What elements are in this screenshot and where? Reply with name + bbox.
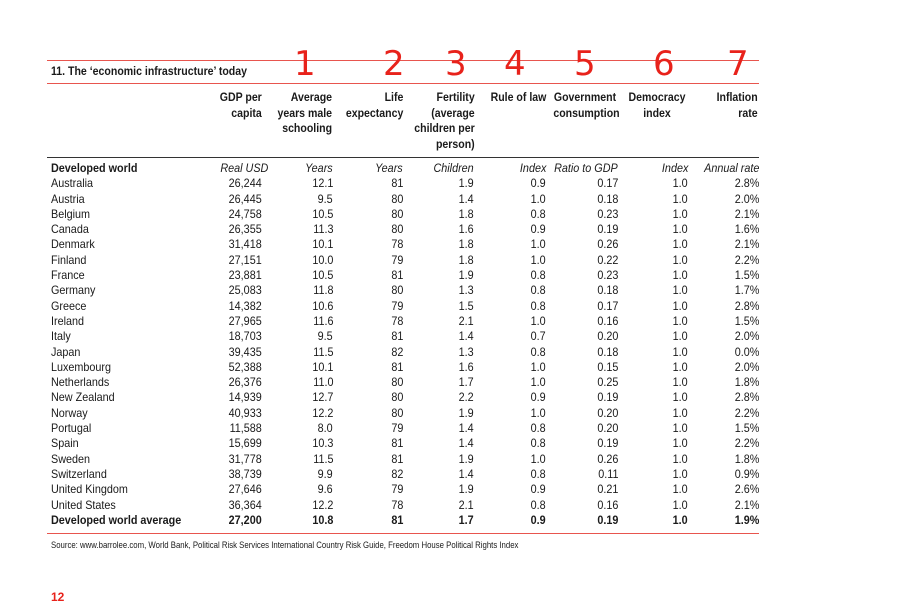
- cell-democracy: 1.0: [672, 451, 688, 466]
- cell-democracy: 1.0: [672, 329, 688, 344]
- cell-fertility: 1.3: [458, 283, 474, 298]
- cell-rule-of-law: 1.0: [530, 359, 546, 374]
- cell-gdp: 31,778: [228, 451, 262, 466]
- cell-rule-of-law: 0.8: [530, 206, 546, 221]
- cell-government-consumption: 0.17: [596, 298, 618, 313]
- header-male-schooling: Average years male schooling: [277, 90, 332, 135]
- country-name: Sweden: [51, 451, 91, 466]
- cell-inflation: 2.8%: [734, 176, 759, 191]
- cell-inflation: 2.2%: [734, 252, 759, 267]
- cell-government-consumption: 0.23: [596, 206, 618, 221]
- header-gdp-per-capita: GDP per capita: [219, 90, 262, 120]
- table-row: [47, 406, 759, 421]
- cell-rule-of-law: 0.7: [530, 329, 546, 344]
- cell-inflation: 2.1%: [734, 497, 759, 512]
- cell-rule-of-law: 0.8: [530, 466, 546, 481]
- cell-life-expectancy: 78: [390, 497, 403, 512]
- column-marker-5: 5: [574, 44, 596, 84]
- cell-life-expectancy: 80: [390, 191, 403, 206]
- cell-gdp: 27,646: [228, 482, 262, 497]
- unit-gdp: Real USD: [220, 161, 269, 175]
- table-row: [47, 421, 759, 436]
- country-name: Developed world average: [51, 512, 182, 527]
- cell-inflation: 1.6%: [734, 222, 759, 237]
- table-title: 11. The ‘economic infrastructure’ today: [51, 64, 248, 78]
- cell-democracy: 1.0: [672, 222, 688, 237]
- cell-government-consumption: 0.17: [596, 176, 618, 191]
- cell-government-consumption: 0.20: [596, 329, 618, 344]
- cell-life-expectancy: 81: [390, 329, 403, 344]
- cell-inflation: 2.0%: [734, 359, 759, 374]
- cell-fertility: 1.8: [458, 252, 474, 267]
- cell-schooling: 12.1: [311, 176, 333, 191]
- cell-gdp: 27,151: [228, 252, 262, 267]
- header-democracy-index: Democracy index: [628, 90, 686, 120]
- cell-schooling: 10.6: [311, 298, 333, 313]
- cell-life-expectancy: 79: [390, 298, 403, 313]
- country-name: New Zealand: [51, 390, 115, 405]
- cell-fertility: 1.4: [458, 436, 474, 451]
- cell-schooling: 11.6: [312, 313, 333, 328]
- cell-gdp: 14,382: [228, 298, 262, 313]
- cell-democracy: 1.0: [672, 191, 688, 206]
- country-name: Denmark: [51, 237, 95, 252]
- table-row: [47, 237, 759, 252]
- cell-fertility: 1.8: [458, 206, 474, 221]
- cell-government-consumption: 0.20: [596, 421, 618, 436]
- cell-democracy: 1.0: [672, 466, 688, 481]
- cell-rule-of-law: 0.8: [530, 283, 546, 298]
- cell-rule-of-law: 0.9: [530, 390, 546, 405]
- cell-schooling: 12.7: [311, 390, 333, 405]
- table-row: [47, 452, 759, 467]
- cell-gdp: 27,200: [228, 512, 262, 527]
- cell-government-consumption: 0.23: [596, 268, 618, 283]
- table-row: [47, 375, 759, 390]
- cell-democracy: 1.0: [672, 497, 688, 512]
- unit-rule-of-law: Index: [519, 161, 546, 175]
- table-row: [47, 390, 759, 405]
- cell-life-expectancy: 81: [390, 176, 403, 191]
- cell-life-expectancy: 81: [390, 268, 403, 283]
- cell-democracy: 1.0: [672, 298, 688, 313]
- cell-life-expectancy: 80: [390, 390, 403, 405]
- country-name: Germany: [51, 283, 96, 298]
- cell-rule-of-law: 0.9: [530, 512, 546, 527]
- cell-rule-of-law: 0.8: [530, 268, 546, 283]
- cell-schooling: 11.5: [312, 344, 333, 359]
- cell-democracy: 1.0: [672, 344, 688, 359]
- country-name: Norway: [51, 405, 88, 420]
- cell-gdp: 26,445: [228, 191, 262, 206]
- cell-democracy: 1.0: [672, 313, 688, 328]
- cell-life-expectancy: 80: [390, 283, 403, 298]
- table-row: [47, 360, 759, 375]
- cell-fertility: 2.1: [458, 497, 474, 512]
- country-name: Switzerland: [51, 466, 107, 481]
- column-marker-1: 1: [294, 44, 316, 84]
- cell-life-expectancy: 81: [390, 436, 403, 451]
- column-marker-3: 3: [445, 44, 467, 84]
- cell-democracy: 1.0: [672, 482, 688, 497]
- cell-rule-of-law: 0.8: [530, 421, 546, 436]
- table-row: [47, 253, 759, 268]
- cell-schooling: 10.1: [311, 237, 333, 252]
- cell-life-expectancy: 78: [390, 313, 403, 328]
- table-row: [47, 314, 759, 329]
- cell-fertility: 1.8: [458, 237, 474, 252]
- table-row: [47, 436, 759, 451]
- table-row: [47, 498, 759, 513]
- cell-life-expectancy: 81: [390, 512, 403, 527]
- unit-democracy: Index: [661, 161, 688, 175]
- cell-government-consumption: 0.16: [596, 313, 618, 328]
- cell-democracy: 1.0: [672, 390, 688, 405]
- data-table: [47, 161, 759, 528]
- cell-inflation: 2.2%: [734, 405, 759, 420]
- cell-democracy: 1.0: [672, 375, 688, 390]
- country-name: Finland: [51, 252, 87, 267]
- table-body: [47, 161, 759, 528]
- header-life-expectancy: Life expectancy: [345, 90, 403, 120]
- cell-fertility: 1.4: [458, 421, 474, 436]
- cell-gdp: 36,364: [228, 497, 262, 512]
- cell-inflation: 1.5%: [734, 421, 759, 436]
- cell-inflation: 2.1%: [734, 237, 759, 252]
- unit-life-expectancy: Years: [375, 161, 403, 175]
- cell-rule-of-law: 0.8: [530, 436, 546, 451]
- cell-gdp: 25,083: [228, 283, 262, 298]
- cell-government-consumption: 0.19: [596, 390, 618, 405]
- unit-government-consumption: Ratio to GDP: [554, 161, 618, 175]
- cell-democracy: 1.0: [672, 359, 688, 374]
- cell-democracy: 1.0: [672, 512, 688, 527]
- cell-schooling: 10.8: [311, 512, 333, 527]
- cell-government-consumption: 0.26: [596, 237, 618, 252]
- column-marker-4: 4: [504, 44, 526, 84]
- country-name: Greece: [51, 298, 87, 313]
- cell-government-consumption: 0.26: [596, 451, 618, 466]
- cell-democracy: 1.0: [672, 436, 688, 451]
- cell-schooling: 11.8: [312, 283, 333, 298]
- cell-schooling: 11.3: [312, 222, 333, 237]
- country-name: Australia: [51, 176, 94, 191]
- cell-inflation: 1.5%: [734, 268, 759, 283]
- cell-fertility: 1.3: [458, 344, 474, 359]
- table-row: [47, 345, 759, 360]
- country-name: Ireland: [51, 313, 85, 328]
- cell-inflation: 1.8%: [734, 451, 759, 466]
- header-inflation-rate: Inflation rate: [716, 90, 758, 120]
- table-row: [47, 299, 759, 314]
- country-name: Canada: [51, 222, 89, 237]
- cell-democracy: 1.0: [672, 237, 688, 252]
- cell-inflation: 1.9%: [734, 512, 759, 527]
- cell-fertility: 1.5: [458, 298, 474, 313]
- cell-life-expectancy: 82: [390, 466, 403, 481]
- cell-inflation: 0.0%: [734, 344, 759, 359]
- column-marker-2: 2: [383, 44, 405, 84]
- cell-government-consumption: 0.19: [596, 512, 618, 527]
- cell-democracy: 1.0: [672, 421, 688, 436]
- cell-inflation: 2.2%: [734, 436, 759, 451]
- cell-inflation: 2.8%: [734, 390, 759, 405]
- cell-inflation: 2.0%: [734, 191, 759, 206]
- cell-government-consumption: 0.15: [596, 359, 618, 374]
- cell-rule-of-law: 1.0: [530, 252, 546, 267]
- table-row: [47, 283, 759, 298]
- cell-inflation: 1.8%: [734, 375, 759, 390]
- cell-gdp: 39,435: [228, 344, 262, 359]
- unit-schooling: Years: [305, 161, 333, 175]
- cell-democracy: 1.0: [672, 176, 688, 191]
- cell-gdp: 11,588: [229, 421, 262, 436]
- cell-government-consumption: 0.11: [597, 466, 618, 481]
- cell-gdp: 14,939: [228, 390, 262, 405]
- cell-government-consumption: 0.25: [596, 375, 618, 390]
- cell-rule-of-law: 0.8: [530, 344, 546, 359]
- cell-fertility: 1.9: [458, 176, 474, 191]
- cell-government-consumption: 0.21: [596, 482, 618, 497]
- page-number: 12: [51, 590, 65, 604]
- cell-inflation: 0.9%: [734, 466, 759, 481]
- cell-schooling: 10.3: [311, 436, 333, 451]
- cell-gdp: 26,244: [228, 176, 262, 191]
- cell-democracy: 1.0: [672, 206, 688, 221]
- cell-rule-of-law: 0.9: [530, 176, 546, 191]
- cell-gdp: 24,758: [228, 206, 262, 221]
- cell-life-expectancy: 80: [390, 222, 403, 237]
- cell-government-consumption: 0.22: [596, 252, 618, 267]
- table-row: [47, 467, 759, 482]
- cell-life-expectancy: 78: [390, 237, 403, 252]
- cell-government-consumption: 0.16: [596, 497, 618, 512]
- country-name: Belgium: [51, 206, 91, 221]
- table-row: [47, 482, 759, 497]
- cell-rule-of-law: 1.0: [530, 191, 546, 206]
- cell-democracy: 1.0: [672, 283, 688, 298]
- cell-gdp: 26,376: [228, 375, 262, 390]
- cell-life-expectancy: 82: [390, 344, 403, 359]
- cell-fertility: 2.2: [458, 390, 474, 405]
- cell-rule-of-law: 1.0: [530, 405, 546, 420]
- cell-fertility: 2.1: [458, 313, 474, 328]
- country-name: Portugal: [51, 421, 92, 436]
- source-note: Source: www.barrolee.com, World Bank, Political Risk Services International Country Risk Guide, Freedom House Political Rights Index: [51, 540, 519, 551]
- header-rule-of-law: Rule of law: [490, 90, 546, 104]
- cell-schooling: 10.5: [311, 206, 333, 221]
- table-row: [47, 222, 759, 237]
- cell-rule-of-law: 0.9: [530, 222, 546, 237]
- cell-inflation: 2.0%: [734, 329, 759, 344]
- cell-gdp: 26,355: [228, 222, 262, 237]
- cell-rule-of-law: 1.0: [530, 375, 546, 390]
- cell-fertility: 1.4: [458, 329, 474, 344]
- header-fertility: Fertility (average children per person): [414, 90, 475, 151]
- cell-gdp: 27,965: [228, 313, 262, 328]
- cell-schooling: 9.5: [317, 329, 333, 344]
- cell-fertility: 1.4: [458, 191, 474, 206]
- cell-schooling: 9.9: [317, 466, 333, 481]
- table-row: [47, 176, 759, 191]
- cell-rule-of-law: 1.0: [530, 451, 546, 466]
- cell-fertility: 1.4: [458, 466, 474, 481]
- cell-inflation: 2.6%: [734, 482, 759, 497]
- cell-schooling: 12.2: [311, 405, 333, 420]
- cell-democracy: 1.0: [672, 268, 688, 283]
- units-row: [47, 161, 759, 176]
- cell-government-consumption: 0.19: [596, 436, 618, 451]
- cell-fertility: 1.9: [458, 268, 474, 283]
- country-name: Spain: [51, 436, 79, 451]
- cell-schooling: 11.0: [312, 375, 333, 390]
- cell-gdp: 18,703: [228, 329, 262, 344]
- cell-life-expectancy: 80: [390, 375, 403, 390]
- cell-fertility: 1.7: [458, 375, 474, 390]
- cell-gdp: 15,699: [228, 436, 262, 451]
- cell-rule-of-law: 0.8: [530, 298, 546, 313]
- section-label: Developed world: [51, 161, 138, 175]
- column-marker-6: 6: [653, 44, 675, 84]
- country-name: Austria: [51, 191, 85, 206]
- cell-democracy: 1.0: [672, 405, 688, 420]
- column-marker-7: 7: [727, 44, 749, 84]
- cell-gdp: 40,933: [228, 405, 262, 420]
- header-government-consumption: Government consumption: [553, 90, 620, 120]
- cell-fertility: 1.6: [458, 222, 474, 237]
- bottom-rule: [47, 533, 759, 534]
- cell-schooling: 11.5: [312, 451, 333, 466]
- cell-inflation: 1.5%: [734, 313, 759, 328]
- cell-democracy: 1.0: [672, 252, 688, 267]
- cell-gdp: 38,739: [228, 466, 262, 481]
- cell-rule-of-law: 0.9: [530, 482, 546, 497]
- country-name: Japan: [51, 344, 81, 359]
- country-name: Netherlands: [51, 375, 110, 390]
- cell-schooling: 8.0: [317, 421, 333, 436]
- cell-inflation: 1.7%: [734, 283, 759, 298]
- country-name: United Kingdom: [51, 482, 128, 497]
- cell-gdp: 31,418: [228, 237, 262, 252]
- cell-schooling: 12.2: [311, 497, 333, 512]
- table-row: [47, 329, 759, 344]
- cell-life-expectancy: 80: [390, 206, 403, 221]
- cell-schooling: 9.5: [317, 191, 333, 206]
- unit-fertility: Children: [433, 161, 474, 175]
- cell-fertility: 1.7: [458, 512, 474, 527]
- cell-gdp: 23,881: [228, 268, 262, 283]
- cell-life-expectancy: 81: [390, 451, 403, 466]
- unit-inflation: Annual rate: [703, 161, 759, 175]
- cell-government-consumption: 0.18: [596, 283, 618, 298]
- cell-life-expectancy: 79: [390, 482, 403, 497]
- cell-life-expectancy: 81: [390, 359, 403, 374]
- cell-government-consumption: 0.20: [596, 405, 618, 420]
- cell-government-consumption: 0.18: [596, 344, 618, 359]
- country-name: Luxembourg: [51, 359, 112, 374]
- table-row: [47, 207, 759, 222]
- cell-gdp: 52,388: [228, 359, 262, 374]
- cell-schooling: 10.0: [311, 252, 333, 267]
- cell-inflation: 2.8%: [734, 298, 759, 313]
- cell-government-consumption: 0.19: [596, 222, 618, 237]
- average-row: [47, 513, 759, 528]
- cell-life-expectancy: 79: [390, 421, 403, 436]
- cell-rule-of-law: 0.8: [530, 497, 546, 512]
- country-name: France: [51, 268, 85, 283]
- cell-life-expectancy: 80: [390, 405, 403, 420]
- table-row: [47, 268, 759, 283]
- cell-fertility: 1.9: [458, 451, 474, 466]
- cell-fertility: 1.9: [458, 405, 474, 420]
- cell-rule-of-law: 1.0: [530, 313, 546, 328]
- header-rule: [47, 157, 759, 158]
- cell-rule-of-law: 1.0: [530, 237, 546, 252]
- cell-schooling: 9.6: [317, 482, 333, 497]
- cell-schooling: 10.1: [311, 359, 333, 374]
- cell-schooling: 10.5: [311, 268, 333, 283]
- country-name: United States: [51, 497, 116, 512]
- table-row: [47, 192, 759, 207]
- country-name: Italy: [51, 329, 71, 344]
- cell-inflation: 2.1%: [734, 206, 759, 221]
- cell-life-expectancy: 79: [390, 252, 403, 267]
- cell-government-consumption: 0.18: [596, 191, 618, 206]
- cell-fertility: 1.9: [458, 482, 474, 497]
- cell-fertility: 1.6: [458, 359, 474, 374]
